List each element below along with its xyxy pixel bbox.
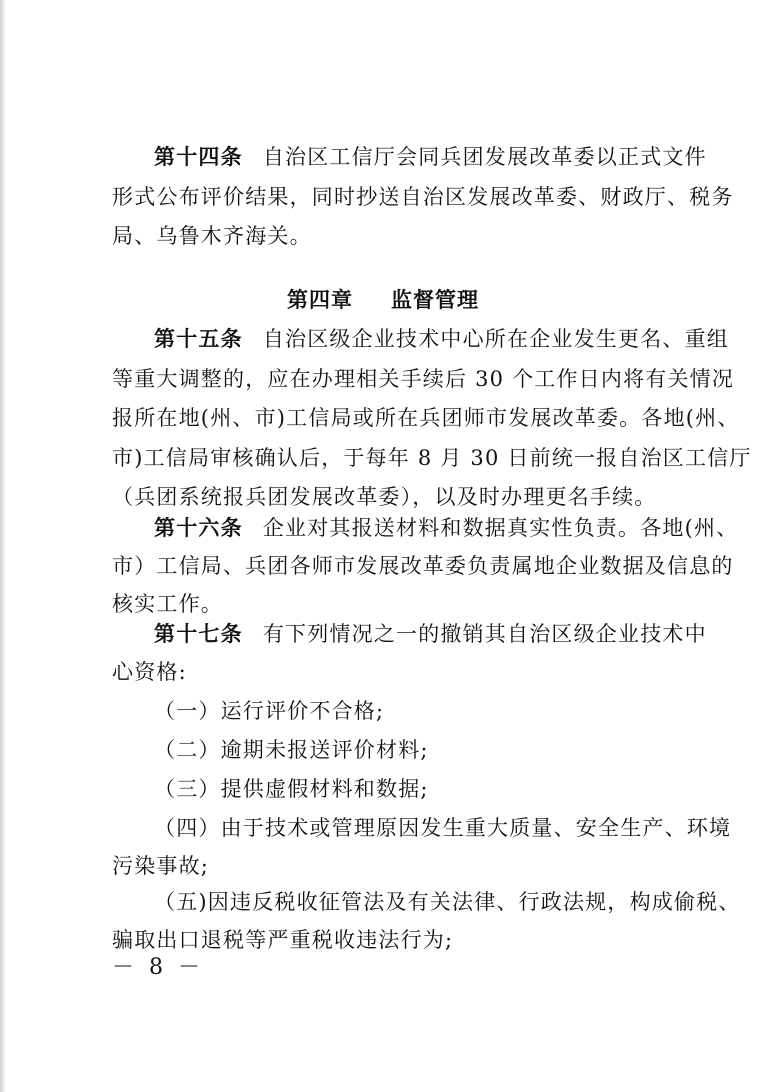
page-number: － 8 － — [112, 955, 204, 980]
list-item-4: （四）由于技术或管理原因发生重大质量、安全生产、环境 — [154, 816, 732, 840]
list-item-1: （一）运行评价不合格; — [154, 699, 385, 723]
chapter-heading — [0, 286, 766, 314]
article-15-text-1: 自治区级企业技术中心所在企业发生更名、重组 — [262, 327, 730, 351]
list-item-4-continued: 污染事故; — [112, 854, 210, 878]
article-15-line-4: 市)工信局审核确认后，于每年 8 月 30 日前统一报自治区工信厅 — [112, 446, 752, 470]
article-16-line-2: 市）工信局、兵团各师市发展改革委负责属地企业数据及信息的 — [112, 554, 734, 578]
article-15-line-2: 等重大调整的，应在办理相关手续后 30 个工作日内将有关情况 — [112, 367, 735, 391]
article-16-text-1: 企业对其报送材料和数据真实性负责。各地(州、 — [262, 516, 739, 540]
article-17-text-1: 有下列情况之一的撤销其自治区级企业技术中 — [262, 622, 707, 646]
list-item-2: （二）逾期未报送评价材料; — [154, 738, 429, 762]
article-14-line-2: 形式公布评价结果，同时抄送自治区发展改革委、财政厅、税务 — [112, 185, 734, 209]
list-item-5-continued: 骗取出口退税等严重税收违法行为; — [112, 928, 454, 952]
list-item-3: （三）提供虚假材料和数据; — [154, 777, 429, 801]
article-14-line-1 — [154, 143, 707, 171]
article-15-line-5: （兵团系统报兵团发展改革委），以及时办理更名手续。 — [112, 485, 657, 509]
article-15-heading: 第十五条 — [154, 326, 243, 351]
chapter-number: 第四章 — [287, 287, 353, 312]
article-17-line-2: 心资格: — [112, 660, 187, 684]
article-17-heading: 第十七条 — [154, 621, 243, 646]
article-16-heading: 第十六条 — [154, 515, 243, 540]
article-17-line-1 — [154, 620, 707, 648]
article-15-line-3: 报所在地(州、市)工信局或所在兵团师市发展改革委。各地(州、 — [112, 406, 740, 430]
chapter-title: 监督管理 — [391, 287, 479, 312]
list-item-5: （五)因违反税收征管法及有关法律、行政法规，构成偷税、 — [154, 890, 741, 914]
article-15-line-1 — [154, 325, 730, 353]
article-14-text-1: 自治区工信厅会同兵团发展改革委以正式文件 — [262, 145, 707, 169]
article-16-line-1 — [154, 514, 739, 542]
article-14-line-3: 局、乌鲁木齐海关。 — [112, 224, 312, 248]
article-14-heading: 第十四条 — [154, 144, 243, 169]
article-16-line-3: 核实工作。 — [112, 592, 223, 616]
